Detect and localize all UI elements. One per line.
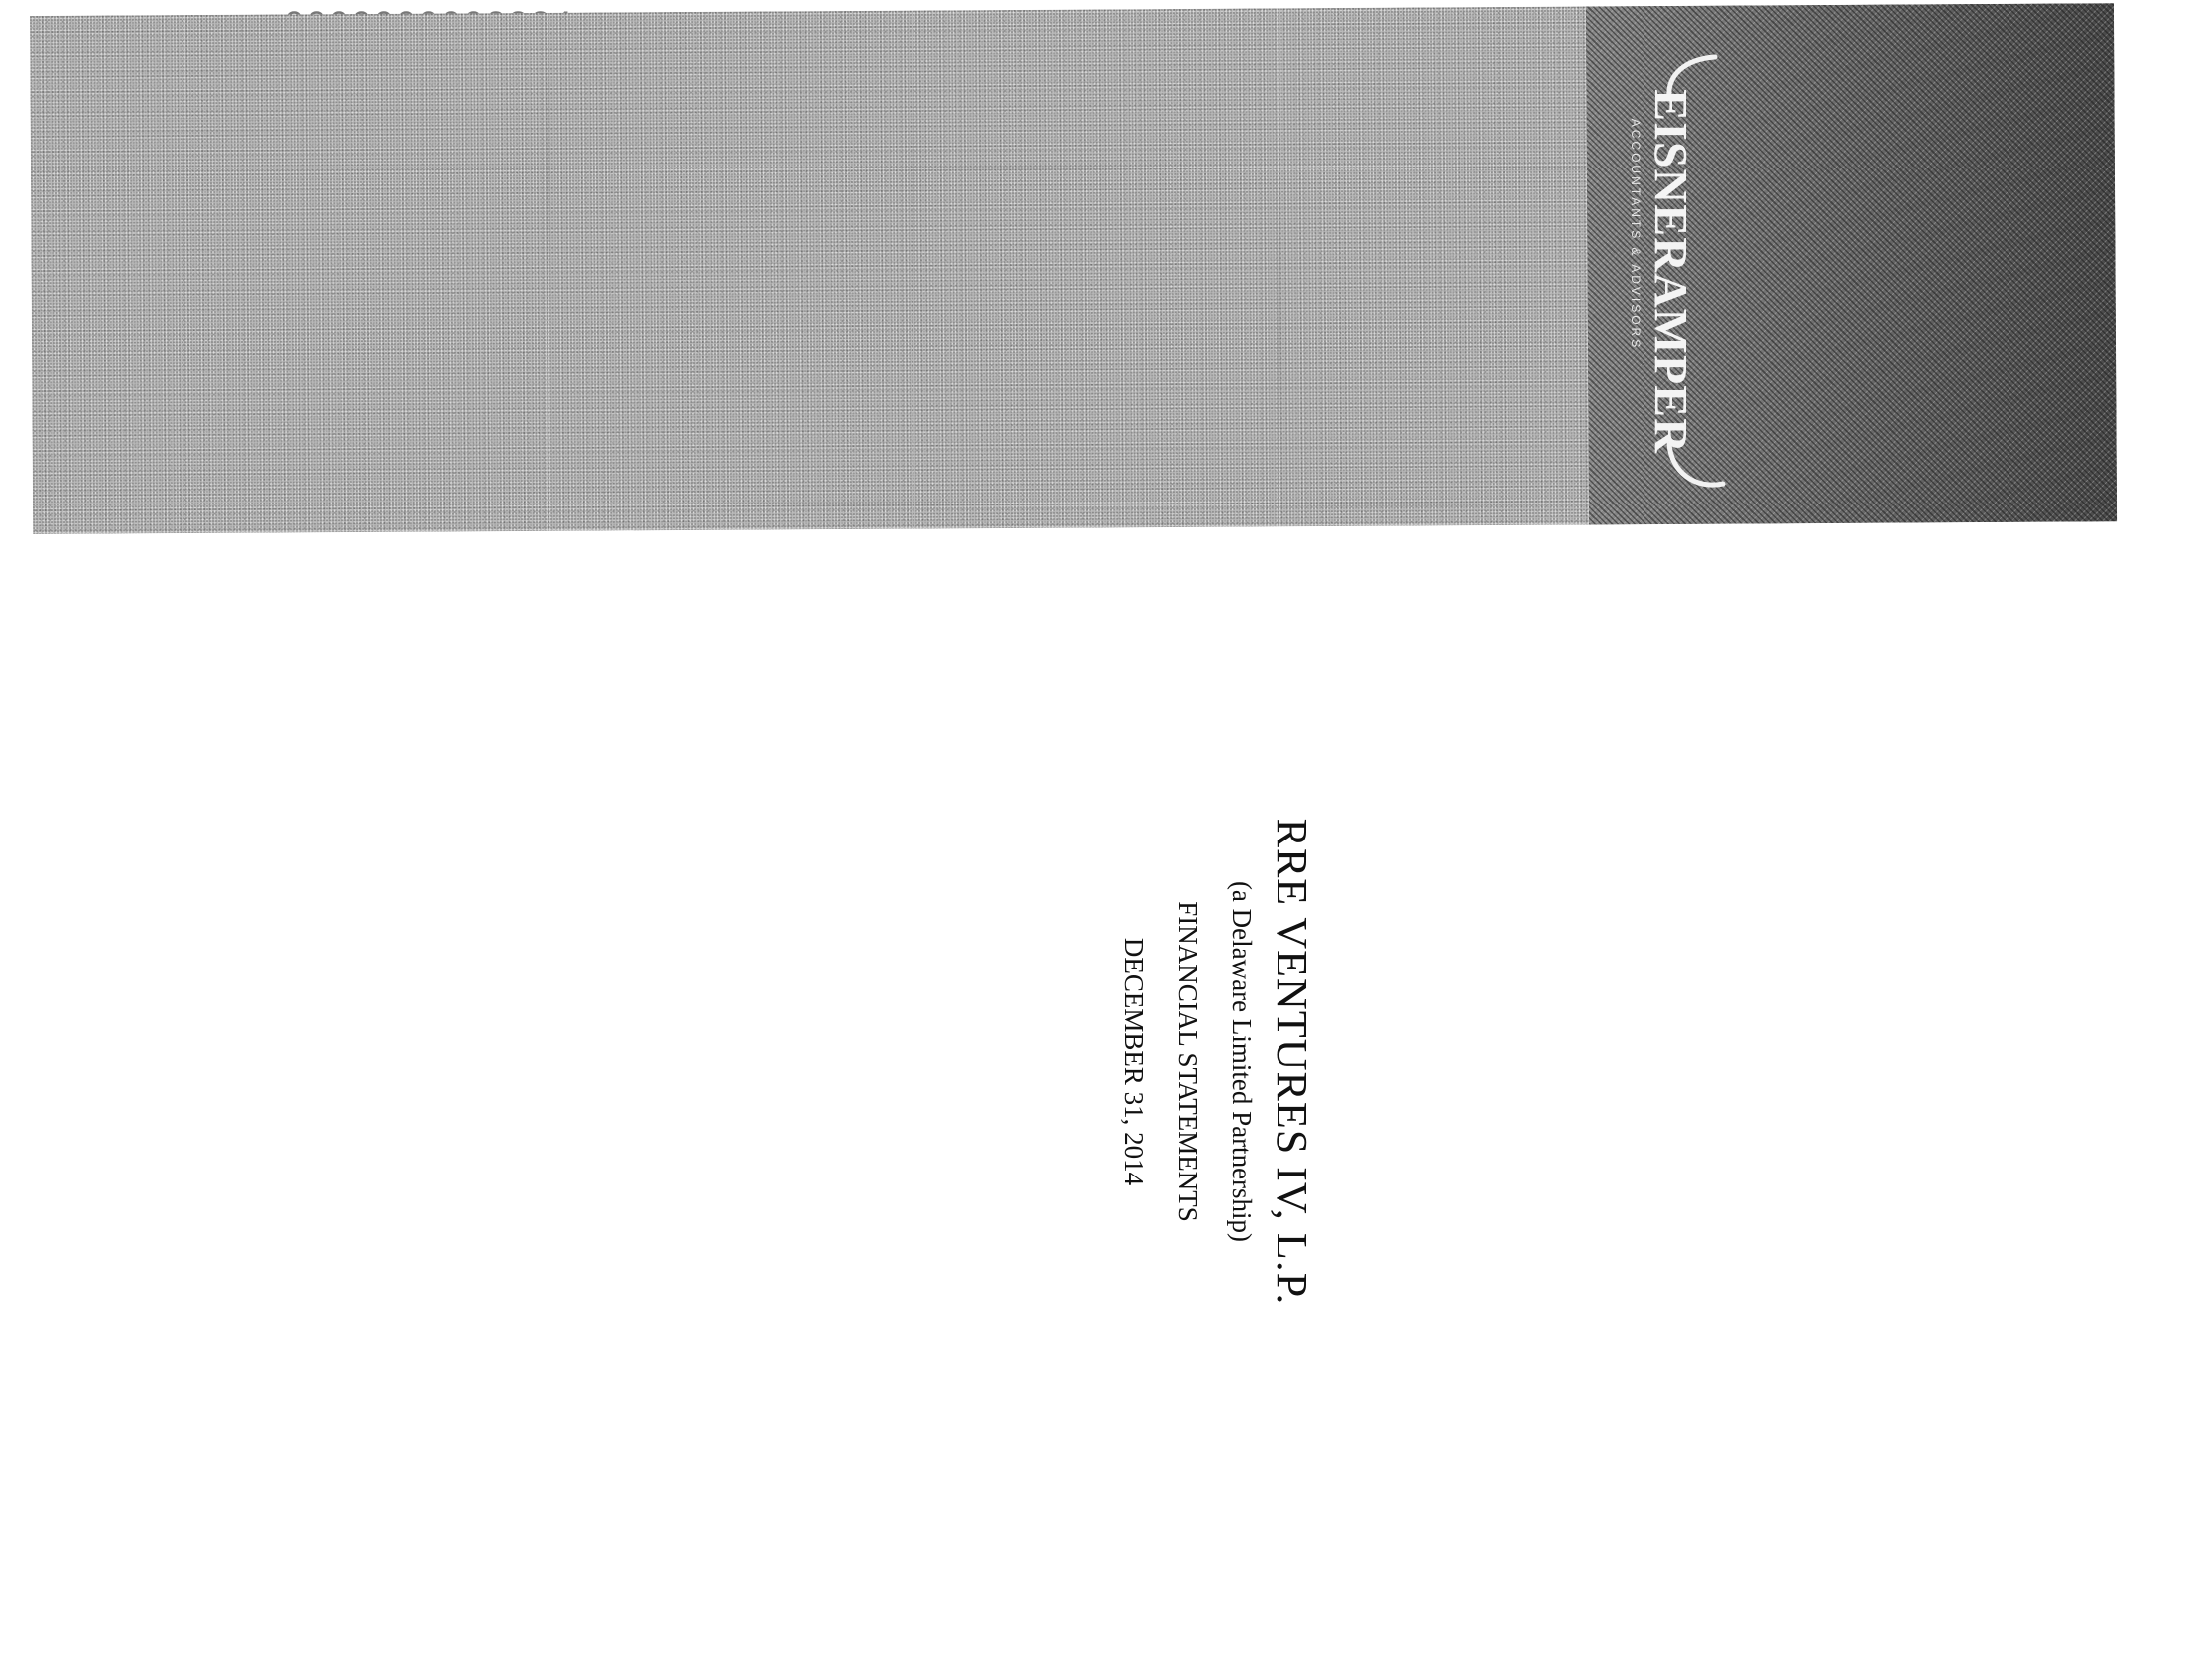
statement-date: DECEMBER 31, 2014 [1119,937,1149,1186]
band-light-section [30,6,1589,534]
statements-heading: FINANCIAL STATEMENTS [1173,901,1203,1222]
cover-band [30,3,2117,534]
eisneramper-logo [1606,45,1735,499]
logo-wordmark: EISNERAMPER [1644,89,1697,454]
cover-title-block [1082,613,1321,1511]
entity-name: RRE VENTURES IV, L.P. [1268,818,1316,1306]
logo-tagline: ACCOUNTANTS & ADVISORS [1629,118,1643,351]
entity-type: (a Delaware Limited Partnership) [1227,880,1257,1243]
